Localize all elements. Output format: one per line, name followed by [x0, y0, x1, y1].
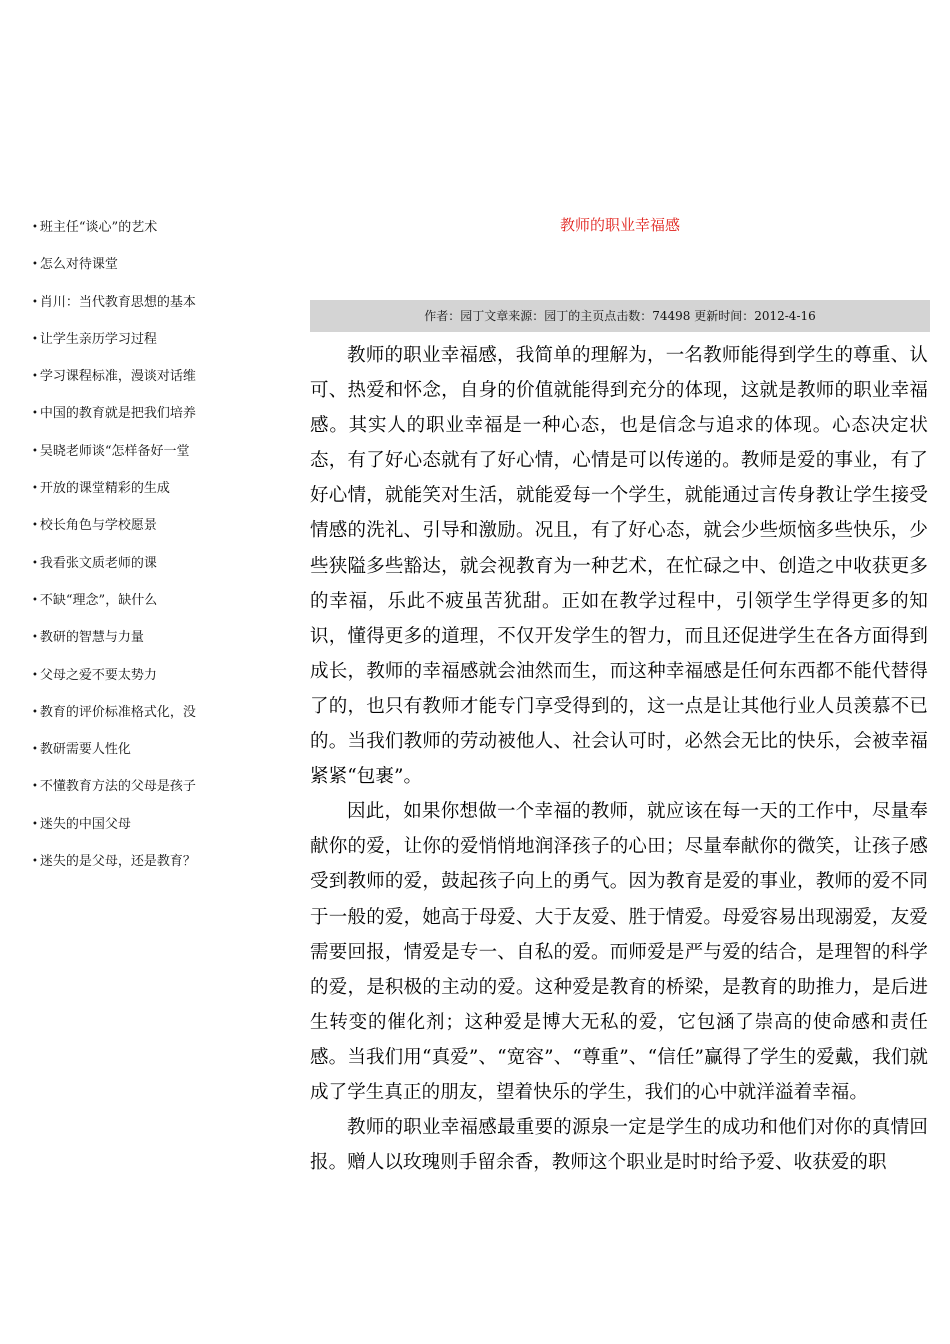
related-article-link[interactable] [32, 479, 282, 516]
article-title: 教师的职业幸福感 [559, 216, 680, 234]
bullet-icon: • [32, 371, 38, 383]
related-article-link[interactable] [32, 666, 282, 703]
bullet-icon: • [32, 818, 38, 830]
bullet-icon: • [32, 856, 38, 868]
bullet-icon: • [32, 781, 38, 793]
related-article-link[interactable] [32, 628, 282, 665]
related-article-link[interactable] [32, 293, 282, 330]
article-paragraph: 因此，如果你想做一个幸福的教师，就应该在每一天的工作中，尽量奉献你的爱，让你的爱悄悄地润泽孩子的心田；尽量奉献你的微笑，让孩子感受到教师的爱，鼓起孩子向上的勇气。因为教育是爱的事业，教师的爱不同于一般的爱，她高于母爱、大于友爱、胜于情爱。母爱容易出现溺爱，友爱需要回报，情爱是专一、自私的爱。而师爱是严与爱的结合，是理智的科学的爱，是积极的主动的爱。这种爱是教育的桥梁，是教育的助推力，是后进生转变的催化剂；这种爱是博大无私的爱，它包涵了崇高的使命感和责任感。当我们用“真爱”、“宽容”、“尊重”、“信任”赢得了学生的爱戴，我们就成了学生真正的朋友，望着快乐的学生，我们的心中就洋溢着幸福。 [310, 801, 928, 1103]
related-article-label[interactable]: 迷失的是父母，还是教育？ [39, 854, 196, 870]
bullet-icon: • [32, 632, 38, 644]
bullet-icon: • [32, 483, 38, 495]
related-article-label[interactable]: 中国的教育就是把我们培养 [39, 406, 196, 422]
bullet-icon: • [32, 296, 38, 308]
related-article-label[interactable]: 学习课程标准，漫谈对话维 [39, 369, 196, 385]
related-article-label[interactable]: 班主任“谈心”的艺术 [39, 220, 158, 235]
related-article-link[interactable] [32, 516, 282, 553]
article-meta-bar: 作者：园丁文章来源：园丁的主页点击数：74498 更新时间：2012-4-16 [310, 300, 930, 332]
bullet-icon: • [32, 594, 38, 606]
related-article-label[interactable]: 怎么对待课堂 [39, 257, 118, 273]
related-article-link[interactable] [32, 255, 282, 292]
related-article-link[interactable] [32, 367, 282, 404]
related-article-label[interactable]: 教育的评价标准格式化，没 [39, 704, 196, 720]
related-article-link[interactable] [32, 330, 282, 367]
bullet-icon: • [32, 259, 38, 271]
related-article-label[interactable]: 教研的智慧与力量 [39, 630, 144, 646]
related-article-link[interactable] [32, 740, 282, 777]
related-article-label[interactable]: 教研需要人性化 [39, 742, 131, 758]
related-article-link[interactable] [32, 777, 282, 814]
related-article-link[interactable] [32, 852, 282, 889]
related-article-label[interactable]: 我看张文质老师的课 [39, 555, 157, 571]
related-article-link[interactable] [32, 591, 282, 628]
related-article-link[interactable] [32, 218, 282, 255]
bullet-icon: • [32, 669, 38, 681]
bullet-icon: • [32, 333, 38, 345]
related-article-label[interactable]: 校长角色与学校愿景 [39, 518, 157, 534]
bullet-icon: • [32, 557, 38, 569]
related-article-label[interactable]: 让学生亲历学习过程 [39, 331, 157, 347]
bullet-icon: • [32, 744, 38, 756]
bullet-icon: • [32, 520, 38, 532]
related-article-label[interactable]: 肖川：当代教育思想的基本 [39, 294, 196, 310]
related-article-link[interactable] [32, 442, 282, 479]
bullet-icon: • [32, 706, 38, 718]
related-articles-list [32, 218, 282, 870]
related-article-label[interactable]: 父母之爱不要太势力 [39, 667, 157, 683]
bullet-icon: • [32, 222, 38, 233]
article-paragraph: 教师的职业幸福感最重要的源泉一定是学生的成功和他们对你的真情回报。赠人以玫瑰则手留余香，教师这个职业是时时给予爱、收获爱的职 [310, 1117, 928, 1174]
bullet-icon: • [32, 445, 38, 457]
related-article-label[interactable]: 开放的课堂精彩的生成 [39, 481, 170, 497]
related-article-label[interactable]: 不缺“理念”，缺什么 [39, 592, 158, 608]
related-article-label[interactable]: 不懂教育方法的父母是孩子 [39, 779, 196, 795]
article-body [310, 338, 928, 1180]
bullet-icon: • [32, 408, 38, 420]
related-article-link[interactable] [32, 703, 282, 740]
related-article-label[interactable]: 吴晓老师谈“怎样备好一堂 [39, 443, 190, 459]
related-article-label[interactable]: 迷失的中国父母 [39, 816, 131, 832]
related-article-link[interactable] [32, 554, 282, 591]
related-article-link[interactable] [32, 815, 282, 852]
related-article-link[interactable] [32, 404, 282, 441]
article-paragraph: 教师的职业幸福感，我简单的理解为，一名教师能得到学生的尊重、认可、热爱和怀念，自身的价值就能得到充分的体现，这就是教师的职业幸福感。其实人的职业幸福是一种心态，也是信念与追求的体现。心态决定状态，有了好心态就有了好心情，心情是可以传递的。教师是爱的事业，有了好心情，就能笑对生活，就能爱每一个学生，就能通过言传身教让学生接受情感的洗礼、引导和激励。况且，有了好心态，就会少些烦恼多些快乐，少些狭隘多些豁达，就会视教育为一种艺术，在忙碌之中、创造之中收获更多的幸福，乐此不疲虽苦犹甜。正如在教学过程中，引领学生学得更多的知识，懂得更多的道理，不仅开发学生的智力，而且还促进学生在各方面得到成长，教师的幸福感就会油然而生，而这种幸福感是任何东西都不能代替得了的，也只有教师才能专门享受得到的，这一点是让其他行业人员羡慕不已的。当我们教师的劳动被他人、社会认可时，必然会无比的快乐，会被幸福紧紧“包裹”。 [310, 345, 928, 788]
